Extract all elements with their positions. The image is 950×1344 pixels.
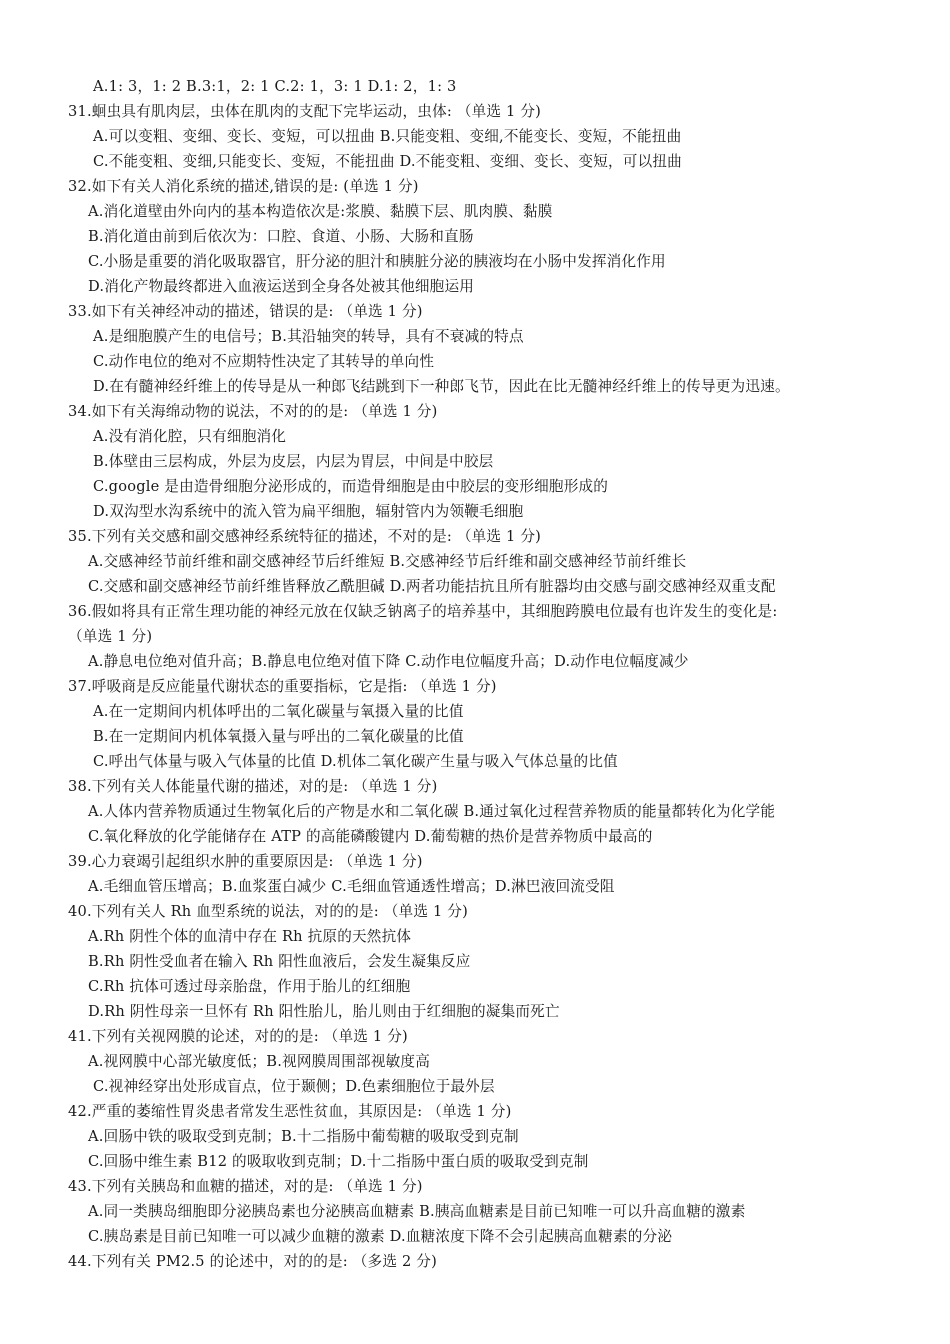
q35-options-ab: A.交感神经节前纤维和副交感神经节后纤维短 B.交感神经节后纤维和副交感神经节前纤维长 bbox=[88, 553, 687, 570]
q36-options: A.静息电位绝对值升高；B.静息电位绝对值下降 C.动作电位幅度升高；D.动作电位幅度减少 bbox=[88, 653, 689, 670]
q37-option-b: B.在一定期间内机体氧摄入量与呼出的二氧化碳量的比值 bbox=[93, 728, 464, 745]
q35-options-cd: C.交感和副交感神经节前纤维皆释放乙酰胆碱 D.两者功能拮抗且所有脏器均由交感与副交感神经双重支配 bbox=[88, 578, 776, 595]
q44-stem: 44.下列有关 PM2.5 的论述中，对的的是: （多选 2 分) bbox=[68, 1253, 437, 1270]
q31-options-ab: A.可以变粗、变细、变长、变短，可以扭曲 B.只能变粗、变细,不能变长、变短，不能扭曲 bbox=[93, 128, 682, 145]
q40-option-c: C.Rh 抗体可透过母亲胎盘，作用于胎儿的红细胞 bbox=[88, 978, 411, 995]
q40-option-a: A.Rh 阴性个体的血清中存在 Rh 抗原的天然抗体 bbox=[88, 928, 412, 945]
q30-options: A.1: 3，1: 2 B.3:1，2: 1 C.2: 1，3: 1 D.1: 2，1: 3 bbox=[93, 78, 457, 95]
q36-stem: 36.假如将具有正常生理功能的神经元放在仅缺乏钠离子的培养基中，其细胞跨膜电位最有也许发生的变化是: bbox=[68, 603, 778, 620]
q34-option-a: A.没有消化腔，只有细胞消化 bbox=[93, 428, 287, 445]
q40-option-d: D.Rh 阴性母亲一旦怀有 Rh 阳性胎儿，胎儿则由于红细胞的凝集而死亡 bbox=[88, 1003, 560, 1020]
q32-option-d: D.消化产物最终都进入血液运送到全身各处被其他细胞运用 bbox=[88, 278, 475, 295]
q42-stem: 42.严重的萎缩性胃炎患者常发生恶性贫血，其原因是: （单选 1 分) bbox=[68, 1103, 512, 1120]
q32-option-a: A.消化道壁由外向内的基本构造依次是:浆膜、黏膜下层、肌肉膜、黏膜 bbox=[88, 203, 553, 220]
q42-options-ab: A.回肠中铁的吸取受到克制；B.十二指肠中葡萄糖的吸取受到克制 bbox=[88, 1128, 519, 1145]
q32-stem: 32.如下有关人消化系统的描述,错误的是: (单选 1 分) bbox=[68, 178, 419, 195]
q33-options-ab: A.是细胞膜产生的电信号；B.其沿轴突的转导，具有不衰减的特点 bbox=[93, 328, 524, 345]
q38-options-ab: A.人体内营养物质通过生物氧化后的产物是水和二氧化碳 B.通过氧化过程营养物质的能量都转化为化学能 bbox=[88, 803, 776, 820]
q37-stem: 37.呼吸商是反应能量代谢状态的重要指标，它是指: （单选 1 分) bbox=[68, 678, 497, 695]
q41-options-ab: A.视网膜中心部光敏度低；B.视网膜周围部视敏度高 bbox=[88, 1053, 431, 1070]
q40-option-b: B.Rh 阴性受血者在输入 Rh 阳性血液后，会发生凝集反应 bbox=[88, 953, 471, 970]
q43-stem: 43.下列有关胰岛和血糖的描述，对的是: （单选 1 分) bbox=[68, 1178, 423, 1195]
q43-options-ab: A.同一类胰岛细胞即分泌胰岛素也分泌胰高血糖素 B.胰高血糖素是目前已知唯一可以升高血糖的激素 bbox=[88, 1203, 746, 1220]
q31-options-cd: C.不能变粗、变细,只能变长、变短，不能扭曲 D.不能变粗、变细、变长、变短，可以扭曲 bbox=[93, 153, 682, 170]
q40-stem: 40.下列有关人 Rh 血型系统的说法，对的的是: （单选 1 分) bbox=[68, 903, 468, 920]
q33-option-d: D.在有髓神经纤维上的传导是从一种郎飞结跳到下一种郎飞节，因此在比无髓神经纤维上的传导更为迅速。 bbox=[93, 378, 790, 395]
q32-option-c: C.小肠是重要的消化吸取器官，肝分泌的胆汁和胰脏分泌的胰液均在小肠中发挥消化作用 bbox=[88, 253, 666, 270]
q39-options: A.毛细血管压增高；B.血浆蛋白减少 C.毛细血管通透性增高；D.淋巴液回流受阻 bbox=[88, 878, 615, 895]
q36-stem-cont: （单选 1 分) bbox=[68, 628, 153, 645]
q41-stem: 41.下列有关视网膜的论述，对的的是: （单选 1 分) bbox=[68, 1028, 408, 1045]
q41-options-cd: C.视神经穿出处形成盲点，位于颞侧；D.色素细胞位于最外层 bbox=[93, 1078, 495, 1095]
q42-options-cd: C.回肠中维生素 B12 的吸取收到克制；D.十二指肠中蛋白质的吸取受到克制 bbox=[88, 1153, 589, 1170]
q33-stem: 33.如下有关神经冲动的描述，错误的是: （单选 1 分) bbox=[68, 303, 423, 320]
q34-option-c: C.google 是由造骨细胞分泌形成的，而造骨细胞是由中胶层的变形细胞形成的 bbox=[93, 478, 609, 495]
q38-stem: 38.下列有关人体能量代谢的描述，对的是: （单选 1 分) bbox=[68, 778, 438, 795]
q38-options-cd: C.氧化释放的化学能储存在 ATP 的高能磷酸键内 D.葡萄糖的热价是营养物质中最高的 bbox=[88, 828, 653, 845]
q39-stem: 39.心力衰竭引起组织水肿的重要原因是: （单选 1 分) bbox=[68, 853, 423, 870]
q31-stem: 31.蛔虫具有肌肉层，虫体在肌肉的支配下完毕运动，虫体: （单选 1 分) bbox=[68, 103, 542, 120]
q33-option-c: C.动作电位的绝对不应期特性决定了其转导的单向性 bbox=[93, 353, 435, 370]
q35-stem: 35.下列有关交感和副交感神经系统特征的描述，不对的是: （单选 1 分) bbox=[68, 528, 542, 545]
q37-options-cd: C.呼出气体量与吸入气体量的比值 D.机体二氧化碳产生量与吸入气体总量的比值 bbox=[93, 753, 618, 770]
q34-option-b: B.体壁由三层构成，外层为皮层，内层为胃层，中间是中胶层 bbox=[93, 453, 494, 470]
q43-options-cd: C.胰岛素是目前已知唯一可以减少血糖的激素 D.血糖浓度下降不会引起胰高血糖素的分泌 bbox=[88, 1228, 673, 1245]
q34-stem: 34.如下有关海绵动物的说法，不对的的是: （单选 1 分) bbox=[68, 403, 438, 420]
q37-option-a: A.在一定期间内机体呼出的二氧化碳量与氧摄入量的比值 bbox=[93, 703, 464, 720]
q32-option-b: B.消化道由前到后依次为：口腔、食道、小肠、大肠和直肠 bbox=[88, 228, 474, 245]
q34-option-d: D.双沟型水沟系统中的流入管为扁平细胞，辐射管内为领鞭毛细胞 bbox=[93, 503, 524, 520]
